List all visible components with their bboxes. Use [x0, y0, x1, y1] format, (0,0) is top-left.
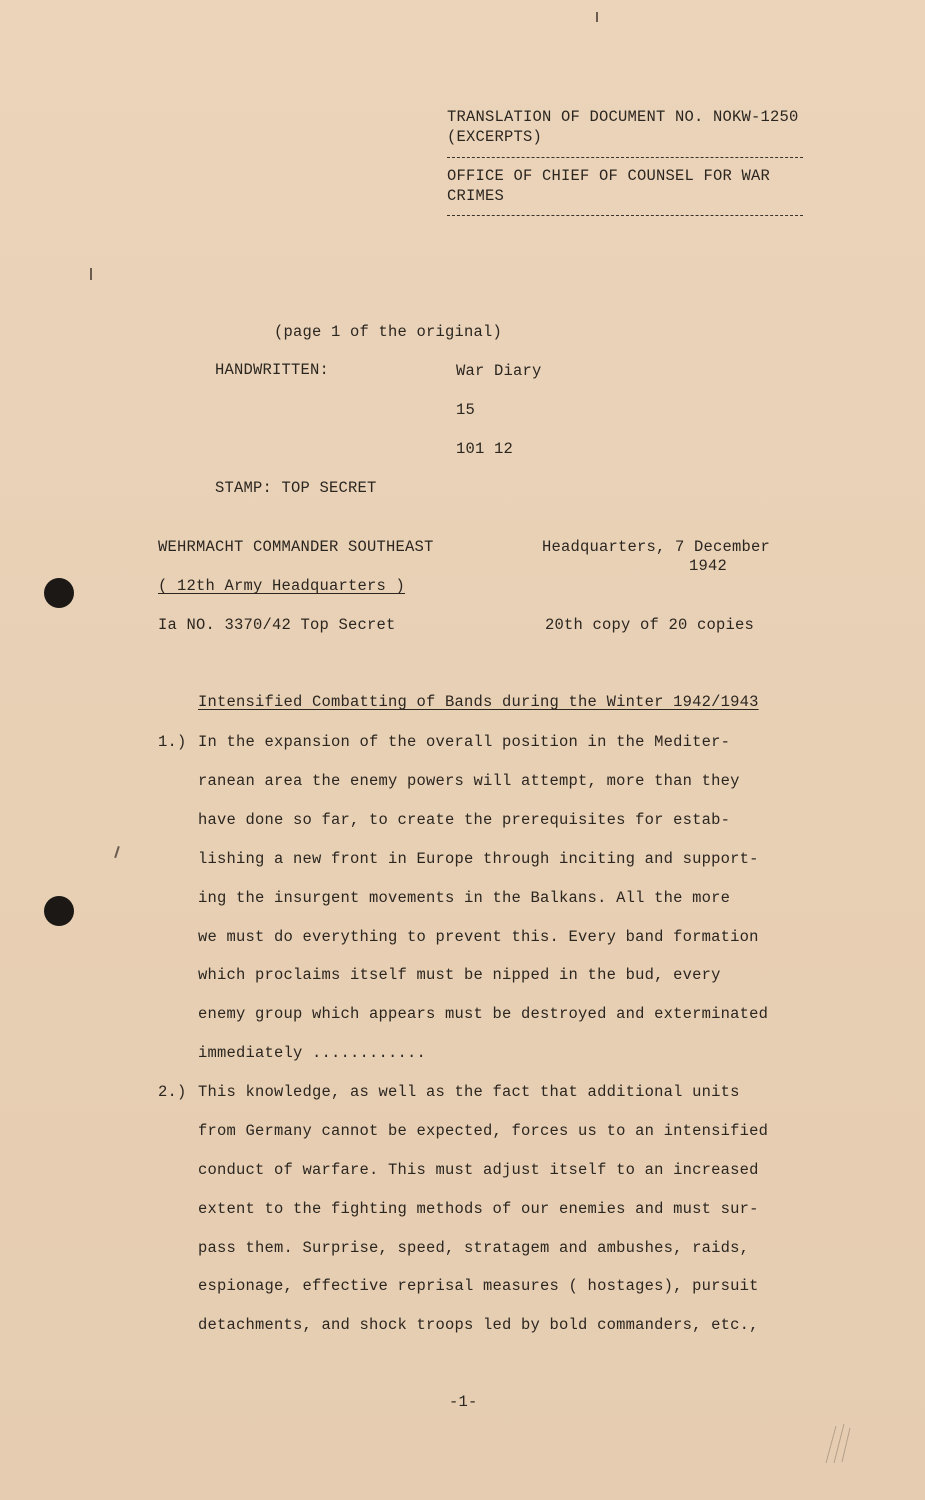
- page-number: -1-: [449, 1393, 478, 1411]
- body-line: lishing a new front in Europe through inciting and support-: [198, 850, 759, 868]
- handwritten-label: HANDWRITTEN:: [215, 361, 330, 379]
- body-line: In the expansion of the overall position in the Mediter-: [198, 733, 731, 751]
- stray-mark: [596, 12, 598, 22]
- stray-mark: [114, 846, 119, 858]
- body-line: ranean area the enemy powers will attempt, more than they: [198, 772, 740, 790]
- handwritten-value: 101 12: [456, 440, 514, 458]
- body-line: espionage, effective reprisal measures ( hostages), pursuit: [198, 1277, 759, 1295]
- office-line-1: OFFICE OF CHIEF OF COUNSEL FOR WAR: [447, 167, 771, 185]
- header-divider: [447, 215, 803, 216]
- handwritten-value: 15: [456, 401, 476, 419]
- handwritten-value: War Diary: [456, 362, 542, 380]
- location-date: Headquarters, 7 December: [542, 538, 771, 556]
- body-line: pass them. Surprise, speed, stratagem and ambushes, raids,: [198, 1239, 750, 1257]
- pencil-scribble: [818, 1418, 858, 1468]
- punch-hole-top: [44, 578, 74, 608]
- document-title: Intensified Combatting of Bands during the Winter 1942/1943: [198, 693, 759, 711]
- stamp-label: STAMP: TOP SECRET: [215, 479, 377, 497]
- year: 1942: [689, 557, 728, 575]
- reference-number: Ia NO. 3370/42 Top Secret: [158, 616, 396, 634]
- body-line: which proclaims itself must be nipped in the bud, every: [198, 966, 721, 984]
- body-line: conduct of warfare. This must adjust itself to an increased: [198, 1161, 759, 1179]
- stray-mark: [90, 268, 92, 280]
- copy-note: 20th copy of 20 copies: [545, 616, 755, 634]
- punch-hole-bottom: [44, 896, 74, 926]
- excerpts-label: (EXCERPTS): [447, 128, 543, 146]
- body-line: This knowledge, as well as the fact that additional units: [198, 1083, 740, 1101]
- commander-name: WEHRMACHT COMMANDER SOUTHEAST: [158, 538, 434, 556]
- body-line: immediately ............: [198, 1044, 427, 1062]
- page-note: (page 1 of the original): [274, 323, 503, 341]
- body-line: from Germany cannot be expected, forces us to an intensified: [198, 1122, 769, 1140]
- hq-note: ( 12th Army Headquarters ): [158, 577, 406, 595]
- header-divider: [447, 157, 803, 158]
- body-line: have done so far, to create the prerequisites for estab-: [198, 811, 731, 829]
- body-line: ing the insurgent movements in the Balkans. All the more: [198, 889, 731, 907]
- section-number: 1.): [158, 733, 187, 751]
- translation-title: TRANSLATION OF DOCUMENT NO. NOKW-1250: [447, 108, 799, 126]
- section-number: 2.): [158, 1083, 187, 1101]
- body-line: detachments, and shock troops led by bold commanders, etc.,: [198, 1316, 759, 1334]
- body-line: enemy group which appears must be destroyed and exterminated: [198, 1005, 769, 1023]
- office-line-2: CRIMES: [447, 187, 505, 205]
- body-line: extent to the fighting methods of our enemies and must sur-: [198, 1200, 759, 1218]
- body-line: we must do everything to prevent this. Every band formation: [198, 928, 759, 946]
